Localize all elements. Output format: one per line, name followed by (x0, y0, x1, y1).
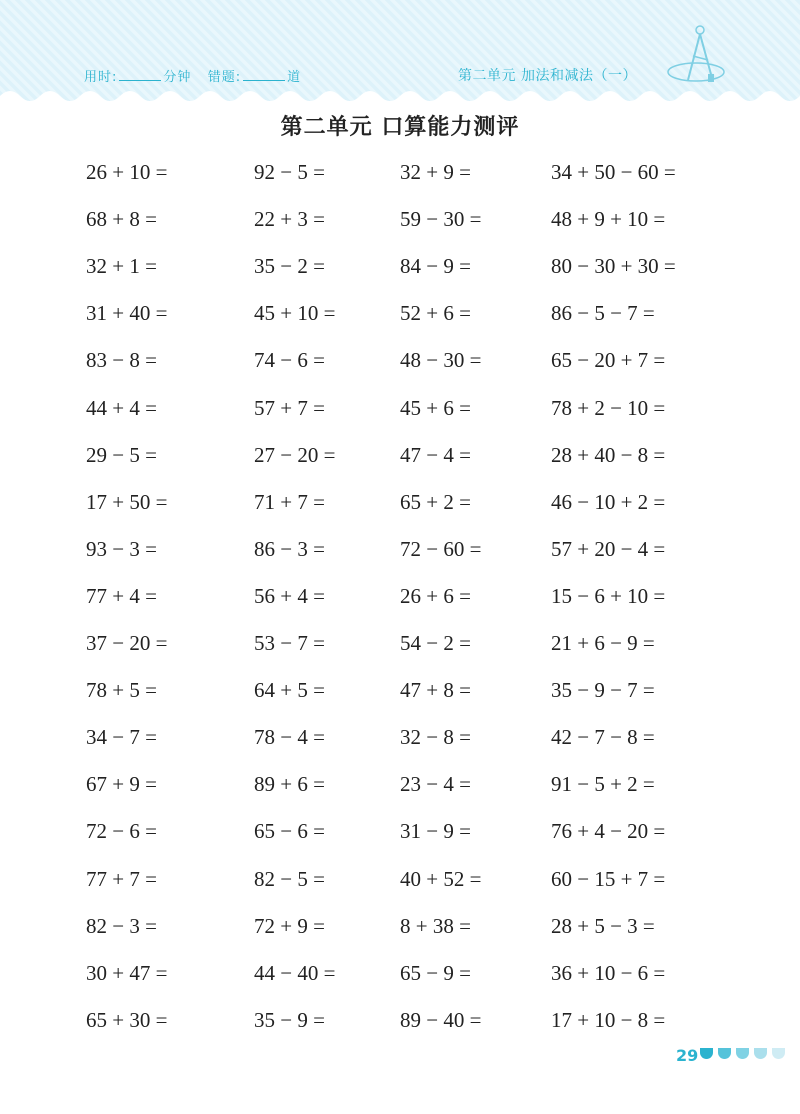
problem-c3-r15: 31 − 9 = (400, 819, 471, 843)
problem-c3-r5: 48 − 30 = (400, 348, 482, 372)
problem-c1-r19: 65 + 30 = (86, 1008, 168, 1032)
problem-c1-r5: 83 − 8 = (86, 348, 157, 372)
errors-unit: 道 (287, 70, 302, 85)
problem-c2-r15: 65 − 6 = (254, 819, 325, 843)
problem-c3-r8: 65 + 2 = (400, 490, 471, 514)
problem-c2-r10: 56 + 4 = (254, 584, 325, 608)
problem-c3-r3: 84 − 9 = (400, 254, 471, 278)
problem-c2-r3: 35 − 2 = (254, 254, 325, 278)
problem-c4-r15: 76 + 4 − 20 = (551, 819, 666, 843)
problem-c4-r17: 28 + 5 − 3 = (551, 914, 655, 938)
problem-c4-r2: 48 + 9 + 10 = (551, 207, 666, 231)
problem-c3-r2: 59 − 30 = (400, 207, 482, 231)
problem-c3-r11: 54 − 2 = (400, 631, 471, 655)
problem-c1-r9: 93 − 3 = (86, 537, 157, 561)
problem-c1-r11: 37 − 20 = (86, 631, 168, 655)
problem-c1-r1: 26 + 10 = (86, 160, 168, 184)
problem-c1-r10: 77 + 4 = (86, 584, 157, 608)
problem-c1-r16: 77 + 7 = (86, 867, 157, 891)
problem-c2-r7: 27 − 20 = (254, 443, 336, 467)
problem-c2-r4: 45 + 10 = (254, 301, 336, 325)
problem-c3-r7: 47 − 4 = (400, 443, 471, 467)
problem-c4-r10: 15 − 6 + 10 = (551, 584, 666, 608)
problem-c2-r18: 44 − 40 = (254, 961, 336, 985)
problem-c4-r4: 86 − 5 − 7 = (551, 301, 655, 325)
problem-c4-r9: 57 + 20 − 4 = (551, 537, 666, 561)
problem-c2-r12: 64 + 5 = (254, 678, 325, 702)
problem-c3-r13: 32 − 8 = (400, 725, 471, 749)
problem-c1-r6: 44 + 4 = (86, 396, 157, 420)
problem-c1-r12: 78 + 5 = (86, 678, 157, 702)
problem-c2-r6: 57 + 7 = (254, 396, 325, 420)
problem-c3-r12: 47 + 8 = (400, 678, 471, 702)
problem-c3-r10: 26 + 6 = (400, 584, 471, 608)
problem-c1-r4: 31 + 40 = (86, 301, 168, 325)
problem-c4-r6: 78 + 2 − 10 = (551, 396, 666, 420)
problem-c1-r2: 68 + 8 = (86, 207, 157, 231)
problem-c3-r16: 40 + 52 = (400, 867, 482, 891)
problem-c1-r15: 72 − 6 = (86, 819, 157, 843)
problem-c3-r18: 65 − 9 = (400, 961, 471, 985)
errors-label: 错题: (207, 70, 242, 85)
problem-c2-r1: 92 − 5 = (254, 160, 325, 184)
problem-c2-r8: 71 + 7 = (254, 490, 325, 514)
problem-c4-r8: 46 − 10 + 2 = (551, 490, 666, 514)
problem-c4-r11: 21 + 6 − 9 = (551, 631, 655, 655)
problem-c3-r4: 52 + 6 = (400, 301, 471, 325)
unit-tag: 第二单元 加法和减法（一） (458, 68, 637, 84)
problem-c3-r19: 89 − 40 = (400, 1008, 482, 1032)
problem-c2-r5: 74 − 6 = (254, 348, 325, 372)
problem-c3-r1: 32 + 9 = (400, 160, 471, 184)
problem-c1-r3: 32 + 1 = (86, 254, 157, 278)
page-number: 29 (676, 1046, 699, 1065)
problem-c1-r17: 82 − 3 = (86, 914, 157, 938)
problem-c4-r14: 91 − 5 + 2 = (551, 772, 655, 796)
problem-c4-r3: 80 − 30 + 30 = (551, 254, 676, 278)
problem-c2-r14: 89 + 6 = (254, 772, 325, 796)
problem-c4-r16: 60 − 15 + 7 = (551, 867, 666, 891)
problem-c4-r12: 35 − 9 − 7 = (551, 678, 655, 702)
problem-c3-r17: 8 + 38 = (400, 914, 471, 938)
time-label: 用时: (84, 70, 118, 85)
problem-c2-r11: 53 − 7 = (254, 631, 325, 655)
problem-c4-r1: 34 + 50 − 60 = (551, 160, 676, 184)
problem-c1-r7: 29 − 5 = (86, 443, 157, 467)
problem-c4-r18: 36 + 10 − 6 = (551, 961, 666, 985)
problem-c4-r13: 42 − 7 − 8 = (551, 725, 655, 749)
problem-c2-r9: 86 − 3 = (254, 537, 325, 561)
time-unit: 分钟 (163, 70, 192, 85)
problem-c3-r6: 45 + 6 = (400, 396, 471, 420)
problem-c2-r13: 78 − 4 = (254, 725, 325, 749)
problem-c1-r14: 67 + 9 = (86, 772, 157, 796)
problem-c2-r17: 72 + 9 = (254, 914, 325, 938)
page-title: 第二单元 口算能力测评 (280, 115, 520, 140)
problem-c2-r19: 35 − 9 = (254, 1008, 325, 1032)
problem-c4-r19: 17 + 10 − 8 = (551, 1008, 666, 1032)
problem-c3-r9: 72 − 60 = (400, 537, 482, 561)
problem-c3-r14: 23 − 4 = (400, 772, 471, 796)
problem-c1-r8: 17 + 50 = (86, 490, 168, 514)
problem-c2-r16: 82 − 5 = (254, 867, 325, 891)
problem-c4-r5: 65 − 20 + 7 = (551, 348, 666, 372)
problem-c1-r18: 30 + 47 = (86, 961, 168, 985)
problem-c1-r13: 34 − 7 = (86, 725, 157, 749)
problem-c2-r2: 22 + 3 = (254, 207, 325, 231)
problem-c4-r7: 28 + 40 − 8 = (551, 443, 666, 467)
